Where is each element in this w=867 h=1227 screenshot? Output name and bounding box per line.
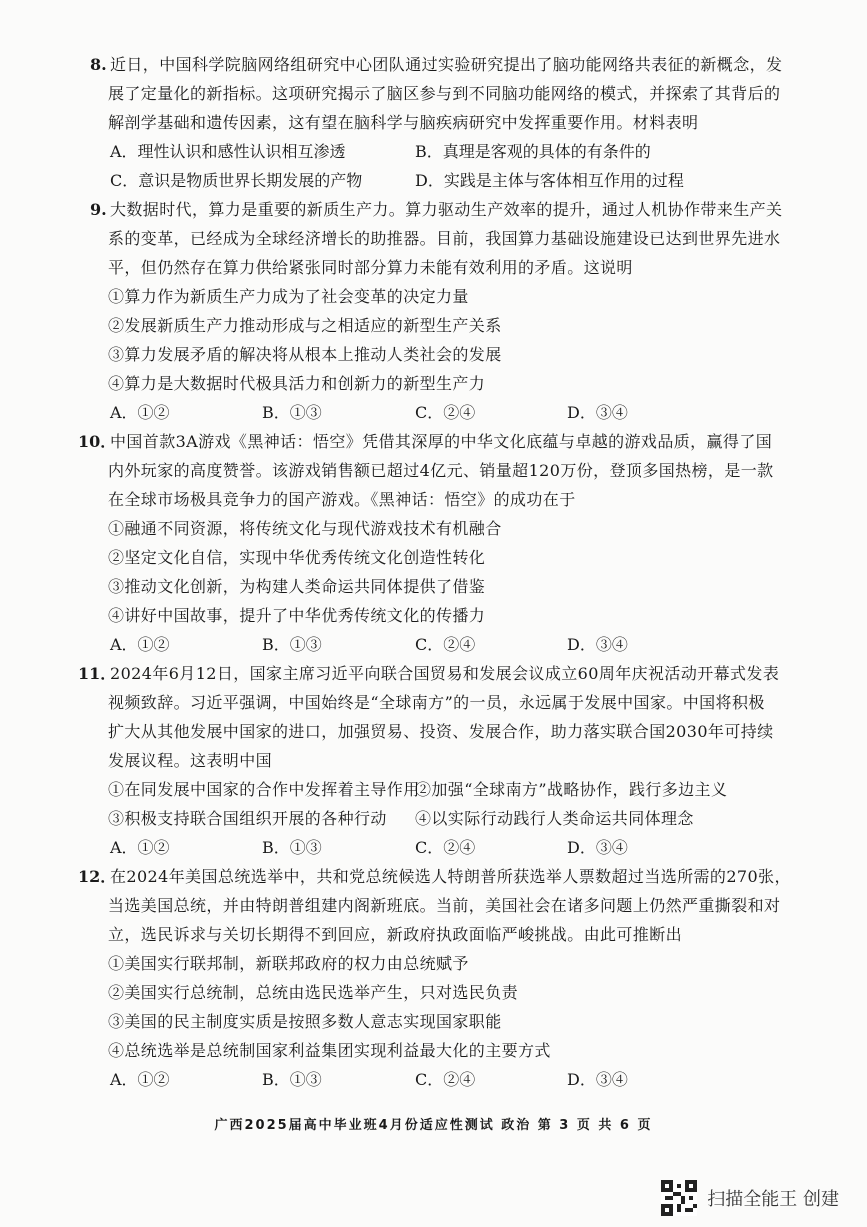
option-b: B．①③ (262, 635, 322, 654)
statement-1: ①融通不同资源，将传统文化与现代游戏技术有机融合 (108, 519, 502, 538)
option-b: B．①③ (262, 1070, 322, 1089)
statement-4: ④算力是大数据时代极具活力和创新力的新型生产力 (108, 374, 486, 393)
statement-4: ④以实际行动践行人类命运共同体理念 (415, 809, 694, 828)
question-stem-line: 平，但仍然存在算力供给紧张同时部分算力未能有效利用的矛盾。这说明 (108, 258, 633, 277)
option-d: D．③④ (567, 838, 628, 857)
question-stem-line: 立，选民诉求与关切长期得不到回应，新政府执政面临严峻挑战。由此可推断出 (108, 925, 683, 944)
question-stem-line: 中国首款3A游戏《黑神话：悟空》凭借其深厚的中华文化底蕴与卓越的游戏品质，赢得了国 (110, 432, 773, 451)
option-c: C．②④ (415, 1070, 476, 1089)
statement-3: ③推动文化创新，为构建人类命运共同体提供了借鉴 (108, 577, 486, 596)
statement-1: ①在同发展中国家的合作中发挥着主导作用 (108, 780, 420, 799)
question-stem-line: 内外玩家的高度赞誉。该游戏销售额已超过4亿元、销量超120万份，登顶多国热榜，是一款 (108, 461, 774, 480)
statement-3: ③积极支持联合国组织开展的各种行动 (108, 809, 387, 828)
question-stem-line: 在全球市场极具竞争力的国产游戏。《黑神话：悟空》的成功在于 (108, 490, 576, 509)
watermark-text: 扫描全能王 创建 (707, 1189, 839, 1210)
statement-3: ③算力发展矛盾的解决将从根本上推动人类社会的发展 (108, 345, 502, 364)
statement-2: ②美国实行总统制，总统由选民选举产生，只对选民负责 (108, 983, 519, 1002)
question-number: 9. (90, 200, 107, 219)
question-number: 10． (78, 432, 117, 451)
option-a: A．①② (110, 635, 170, 654)
option-c: C．②④ (415, 403, 476, 422)
question-stem-line: 解剖学基础和遗传因素，这有望在脑科学与脑疾病研究中发挥重要作用。材料表明 (108, 113, 699, 132)
option-b: B．①③ (262, 838, 322, 857)
statement-1: ①算力作为新质生产力成为了社会变革的决定力量 (108, 287, 469, 306)
option-b: B．真理是客观的具体的有条件的 (415, 142, 651, 161)
option-c: C．意识是物质世界长期发展的产物 (110, 171, 363, 190)
page-footer: 广西2025届高中毕业班4月份适应性测试 政治 第 3 页 共 6 页 (214, 1118, 653, 1133)
question-stem-line: 展了定量化的新指标。这项研究揭示了脑区参与到不同脑功能网络的模式，并探索了其背后的 (108, 84, 781, 103)
qr-code-icon (661, 1180, 697, 1216)
question-stem-line: 视频致辞。习近平强调，中国始终是“全球南方”的一员，永远属于发展中国家。中国将积极 (108, 693, 765, 712)
option-c: C．②④ (415, 635, 476, 654)
option-a: A．①② (110, 1070, 170, 1089)
question-stem-line: 大数据时代，算力是重要的新质生产力。算力驱动生产效率的提升，通过人机协作带来生产关 (110, 200, 783, 219)
question-stem-line: 近日，中国科学院脑网络组研究中心团队通过实验研究提出了脑功能网络共表征的新概念，发 (110, 55, 783, 74)
option-c: C．②④ (415, 838, 476, 857)
option-d: D．实践是主体与客体相互作用的过程 (415, 171, 684, 190)
option-a: A．理性认识和感性认识相互渗透 (110, 142, 346, 161)
statement-4: ④讲好中国故事，提升了中华优秀传统文化的传播力 (108, 606, 486, 625)
option-a: A．①② (110, 838, 170, 857)
question-number: 8. (90, 55, 107, 74)
option-d: D．③④ (567, 403, 628, 422)
option-a: A．①② (110, 403, 170, 422)
question-stem-line: 当选美国总统，并由特朗普组建内阁新班底。当前，美国社会在诸多问题上仍然严重撕裂和对 (108, 896, 781, 915)
statement-4: ④总统选举是总统制国家利益集团实现利益最大化的主要方式 (108, 1041, 551, 1060)
statement-3: ③美国的民主制度实质是按照多数人意志实现国家职能 (108, 1012, 502, 1031)
question-stem-line: 2024年6月12日，国家主席习近平向联合国贸易和发展会议成立60周年庆祝活动开幕式发表 (110, 664, 780, 683)
question-number: 11． (78, 664, 117, 683)
statement-1: ①美国实行联邦制，新联邦政府的权力由总统赋予 (108, 954, 469, 973)
question-stem-line: 发展议程。这表明中国 (108, 751, 273, 770)
question-stem-line: 扩大从其他发展中国家的进口，加强贸易、投资、发展合作，助力落实联合国2030年可持续 (108, 722, 774, 741)
statement-2: ②坚定文化自信，实现中华优秀传统文化创造性转化 (108, 548, 486, 567)
option-d: D．③④ (567, 635, 628, 654)
question-number: 12． (78, 867, 117, 886)
option-d: D．③④ (567, 1070, 628, 1089)
statement-2: ②发展新质生产力推动形成与之相适应的新型生产关系 (108, 316, 502, 335)
option-b: B．①③ (262, 403, 322, 422)
scanner-watermark (661, 1180, 839, 1216)
question-stem-line: 在2024年美国总统选举中，共和党总统候选人特朗普所获选举人票数超过当选所需的270张， (110, 867, 791, 886)
statement-2: ②加强“全球南方”战略协作，践行多边主义 (415, 780, 728, 799)
question-stem-line: 系的变革，已经成为全球经济增长的助推器。目前，我国算力基础设施建设已达到世界先进水 (108, 229, 781, 248)
